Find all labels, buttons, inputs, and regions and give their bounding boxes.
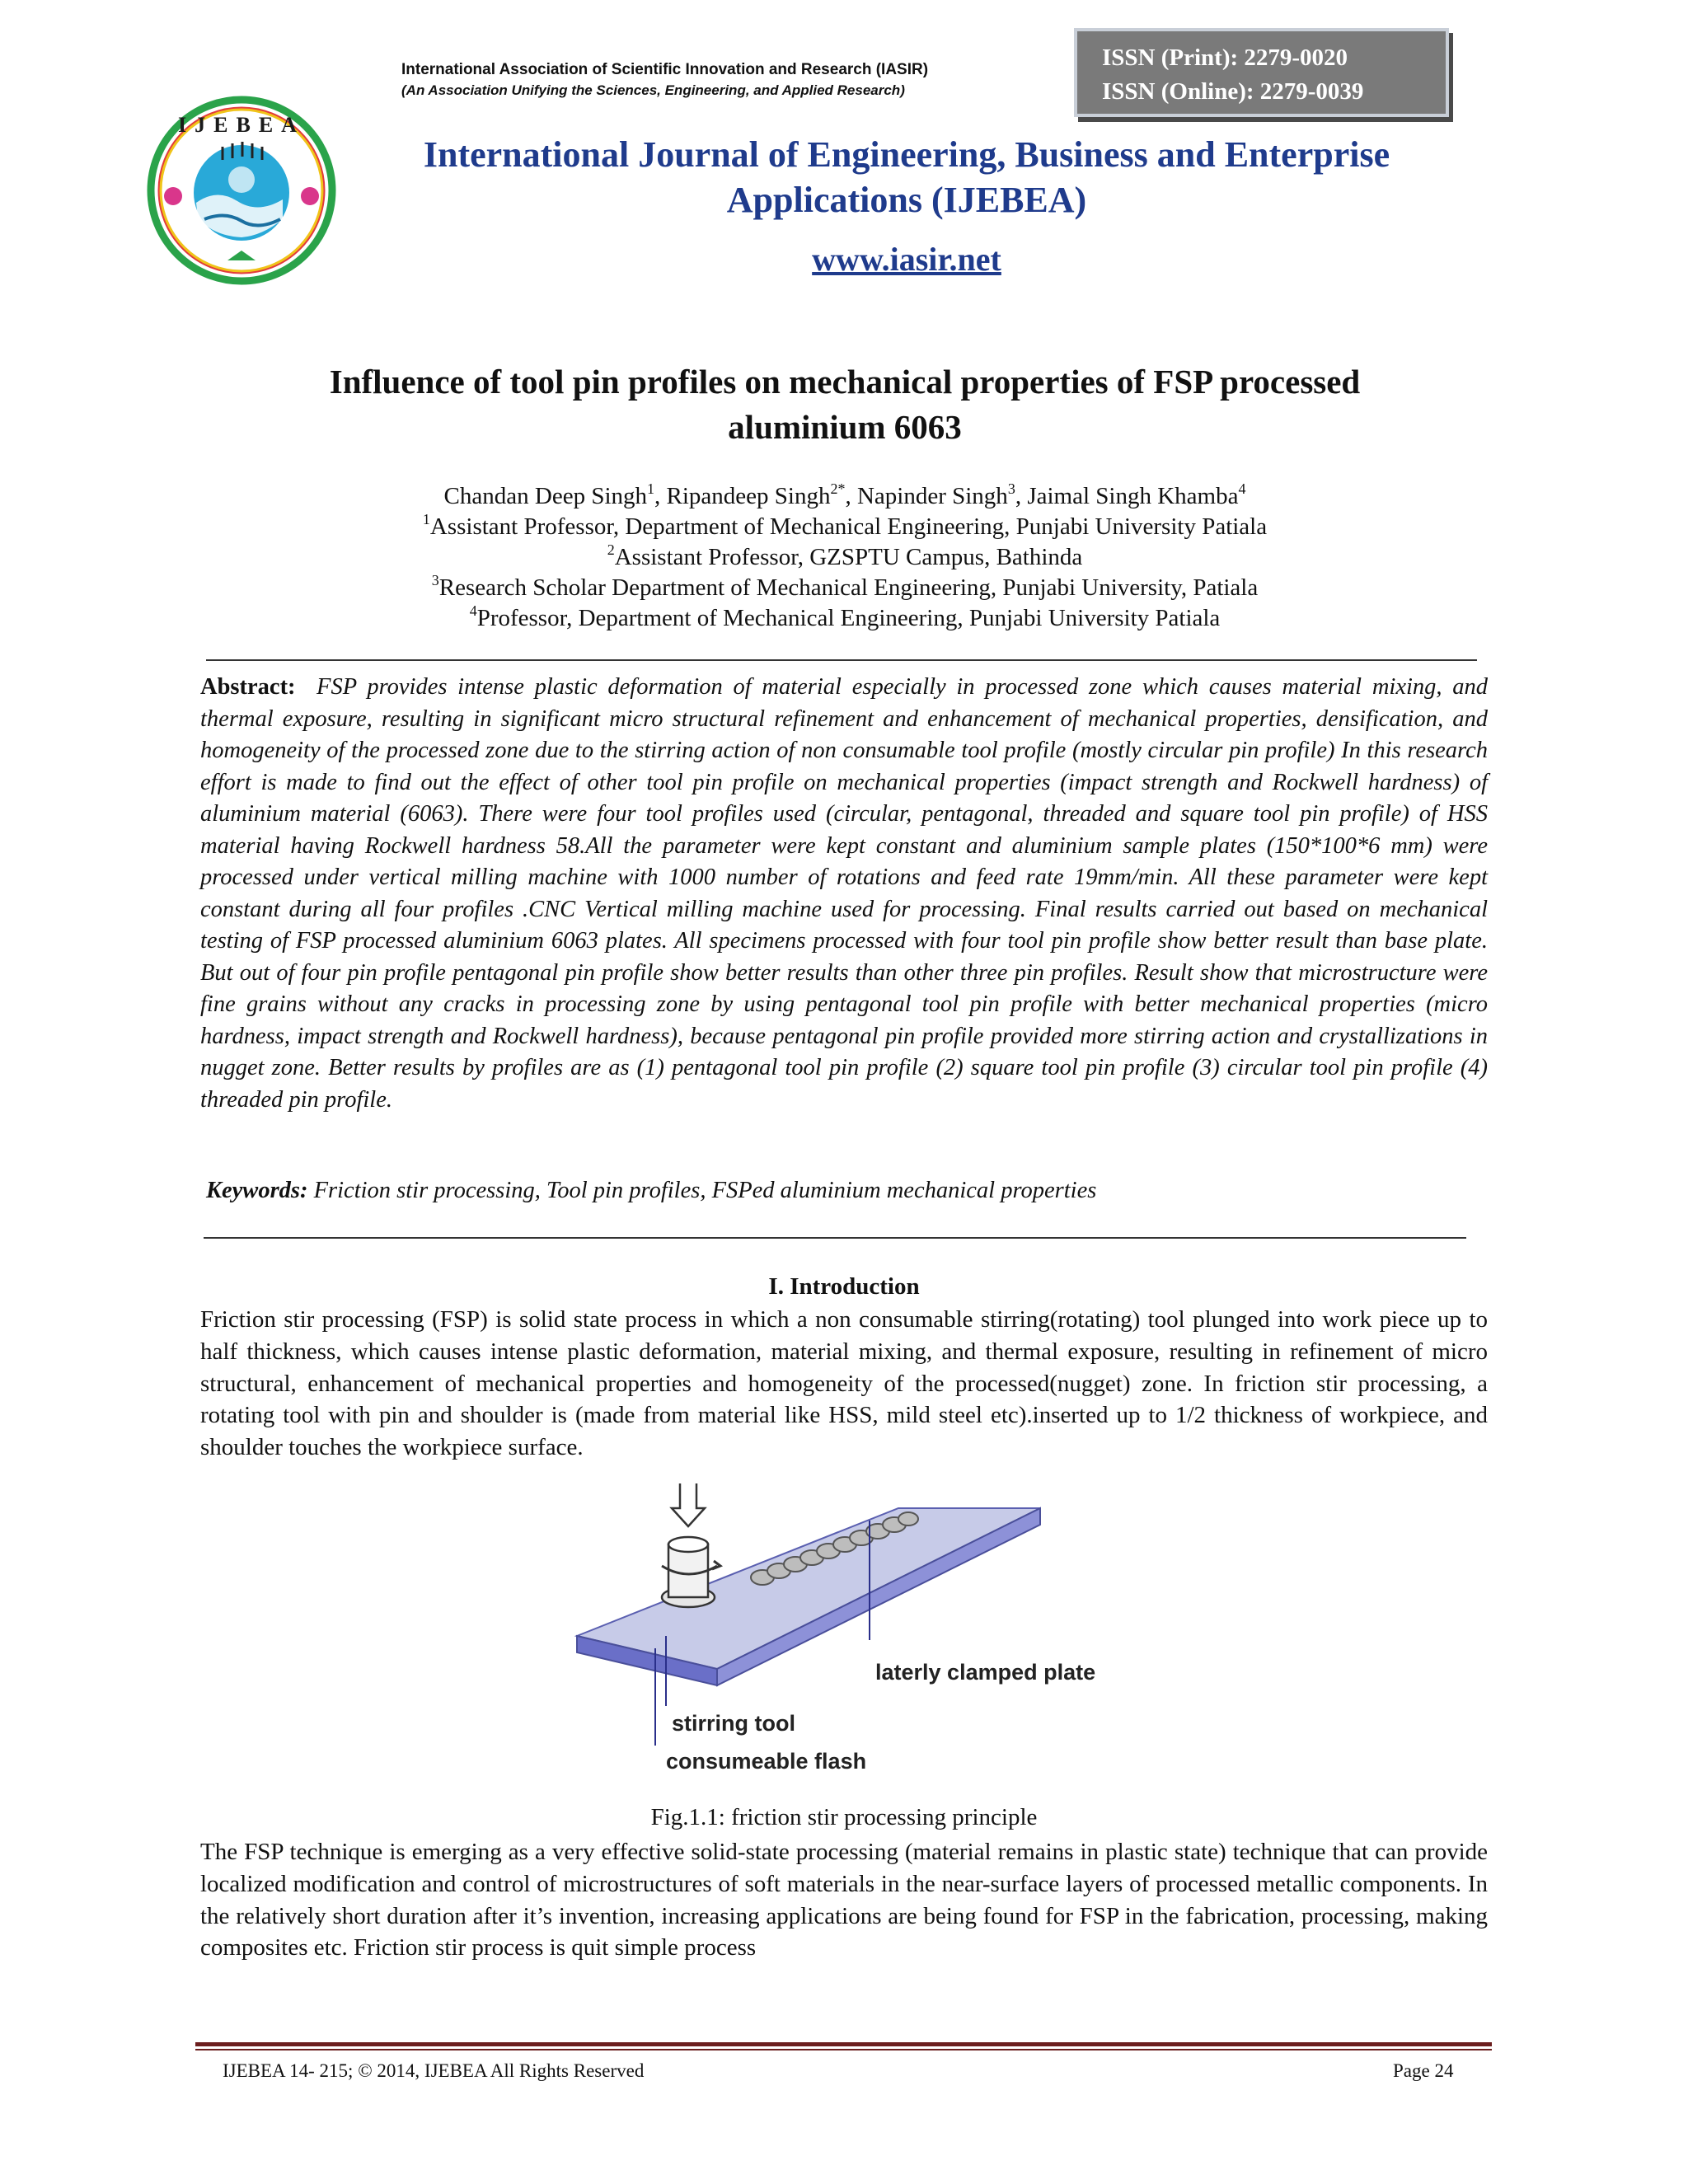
journal-url-link[interactable]: www.iasir.net: [812, 241, 1001, 278]
abstract-top-rule: [206, 659, 1477, 661]
association-name: International Association of Scientific Innovation and Research (IASIR): [401, 61, 929, 78]
keywords-text: Friction stir processing, Tool pin profiles, FSPed aluminium mechanical properties: [313, 1178, 1097, 1203]
affiliation: [202, 603, 1488, 634]
abstract-bottom-rule: [204, 1237, 1466, 1239]
abstract-text: FSP provides intense plastic deformation of material especially in processed zone which causes material mixing, and thermal exposure, resulting in significant micro structural refinement and enhancement of mechanical properties, densification, and homogeneity of the processed zone due to the stirring action of non consumable tool profile (mostly circular pin profile) In this research effort is made to find out the effect of other tool pin profile on mechanical properties (impact strength and Rockwell hardness) of aluminium material (6063). There were four tool profiles used (circular, pentagonal, threaded and square tool pin profile) of HSS material having Rockwell hardness 58.All the parameter were kept constant and aluminium sample plates (150*100*6 mm) were processed under vertical milling machine with 1000 number of rotations and feed rate 19mm/min. All these parameter were kept constant during all four profiles .CNC Vertical milling machine used for processing. Final results carried out based on mechanical testing of FSP processed aluminium 6063 plates. All specimens processed with four tool pin profile show better result than base plate. But out of four pin profile pentagonal pin profile show better results than other three pin profiles. Result show that microstructure were fine grains without any cracks in processing zone by using pentagonal tool pin profile with better mechanical properties (micro hardness, impact strength and Rockwell hardness), because pentagonal pin profile provided more stirring action and crystallizations in nugget zone. Better results by profiles are as (1) pentagonal tool pin profile (2) square tool pin profile (3) circular tool pin profile (4) threaded pin profile.: [200, 674, 1489, 1113]
affiliation-text: Research Scholar Department of Mechanical Engineering, Punjabi University, Patiala: [438, 574, 1259, 601]
author-mark: 2*: [830, 480, 846, 497]
footer-rule: [195, 2042, 1492, 2046]
label-consumeable-flash: consumeable flash: [666, 1749, 867, 1774]
affiliation-text: Assistant Professor, Department of Mechanical Engineering, Punjabi University Patiala: [429, 513, 1268, 540]
author-mark: 1: [647, 480, 655, 497]
author-name: Jaimal Singh Khamba: [1027, 483, 1239, 509]
journal-logo: [147, 96, 336, 285]
affiliation-mark: 2: [607, 541, 615, 558]
keywords: [206, 1178, 1492, 1204]
affiliation-mark: 4: [469, 602, 477, 619]
abstract: [200, 672, 1488, 1116]
issn-print: ISSN (Print): 2279-0020: [1102, 45, 1348, 71]
footer-page-number: Page 24: [1393, 2060, 1454, 2081]
paper-title-line2: aluminium 6063: [728, 408, 962, 446]
down-arrow-icon: [672, 1483, 705, 1526]
affiliation-text: Assistant Professor, GZSPTU Campus, Bathinda: [614, 544, 1083, 570]
footer-copyright: IJEBEA 14- 215; © 2014, IJEBEA All Rights Reserved: [223, 2060, 645, 2081]
association-subtitle: (An Association Unifying the Sciences, Engineering, and Applied Research): [401, 82, 905, 98]
section-heading-introduction: I. Introduction: [768, 1273, 920, 1300]
intro-paragraph-2: The FSP technique is emerging as a very effective solid-state processing (material remains in plastic state) technique that can provide localized modification and control of microstructures of soft materials in the near-surface layers of processed metallic components. In the relatively short duration after it’s invention, increasing applications are being found for FSP in the fabrication, processing, making composites etc. Friction stir process is quit simple process: [200, 1839, 1488, 1961]
affiliation-text: Professor, Department of Mechanical Engineering, Punjabi University Patiala: [476, 605, 1221, 631]
fsp-principle-figure: [569, 1483, 1129, 1788]
paper-title-line1: Influence of tool pin profiles on mechanical properties of FSP processed: [329, 363, 1361, 401]
affiliation: [202, 542, 1488, 573]
abstract-label: Abstract:: [200, 674, 296, 700]
journal-title: [354, 132, 1459, 223]
affiliation: [202, 573, 1488, 603]
label-stirring-tool: stirring tool: [672, 1711, 795, 1736]
paper-title: [202, 359, 1488, 450]
journal-title-line1: International Journal of Engineering, Business and Enterprise: [423, 134, 1390, 175]
keywords-label: Keywords:: [206, 1178, 308, 1203]
issn-online: ISSN (Online): 2279-0039: [1102, 78, 1364, 105]
journal-title-line2: Applications (IJEBEA): [726, 180, 1087, 220]
author-block: [202, 481, 1488, 634]
author-mark: 3: [1007, 480, 1015, 497]
author-list: Chandan Deep Singh$^1$, Ripandeep Singh$^{2*}$, Napinder Singh$^3$, Jaimal Singh Khamba$^4$: [443, 480, 1246, 509]
affiliation: [202, 512, 1488, 542]
figure-caption: Fig.1.1: friction stir processing principle: [650, 1804, 1038, 1830]
intro-paragraph-1: Friction stir processing (FSP) is solid state process in which a non consumable stirring(rotating) tool plunged into work piece up to half thickness, which causes intense plastic deformation, material mixing, and thermal exposure, resulting in refinement of micro structural, enhancement of mechanical properties and homogeneity of the processed(nugget) zone. In friction stir processing, a rotating tool with pin and shoulder is (made from material like HSS, mild steel etc).inserted up to 1/2 thickness of workpiece, and shoulder touches the workpiece surface.: [200, 1306, 1488, 1461]
logo-lettering: IJEBEA: [178, 113, 305, 137]
author-name: Napinder Singh: [856, 483, 1008, 509]
affiliation-mark: 3: [431, 572, 439, 588]
affiliation-mark: 1: [422, 511, 430, 527]
plate-top: [577, 1508, 1040, 1669]
author-name: Ripandeep Singh: [666, 483, 831, 509]
author-mark: 4: [1238, 480, 1246, 497]
footer-rule-thin: [195, 2049, 1492, 2050]
issn-box: [1074, 28, 1449, 117]
label-clamped-plate: laterly clamped plate: [875, 1660, 1096, 1685]
author-name: Chandan Deep Singh: [443, 483, 648, 509]
